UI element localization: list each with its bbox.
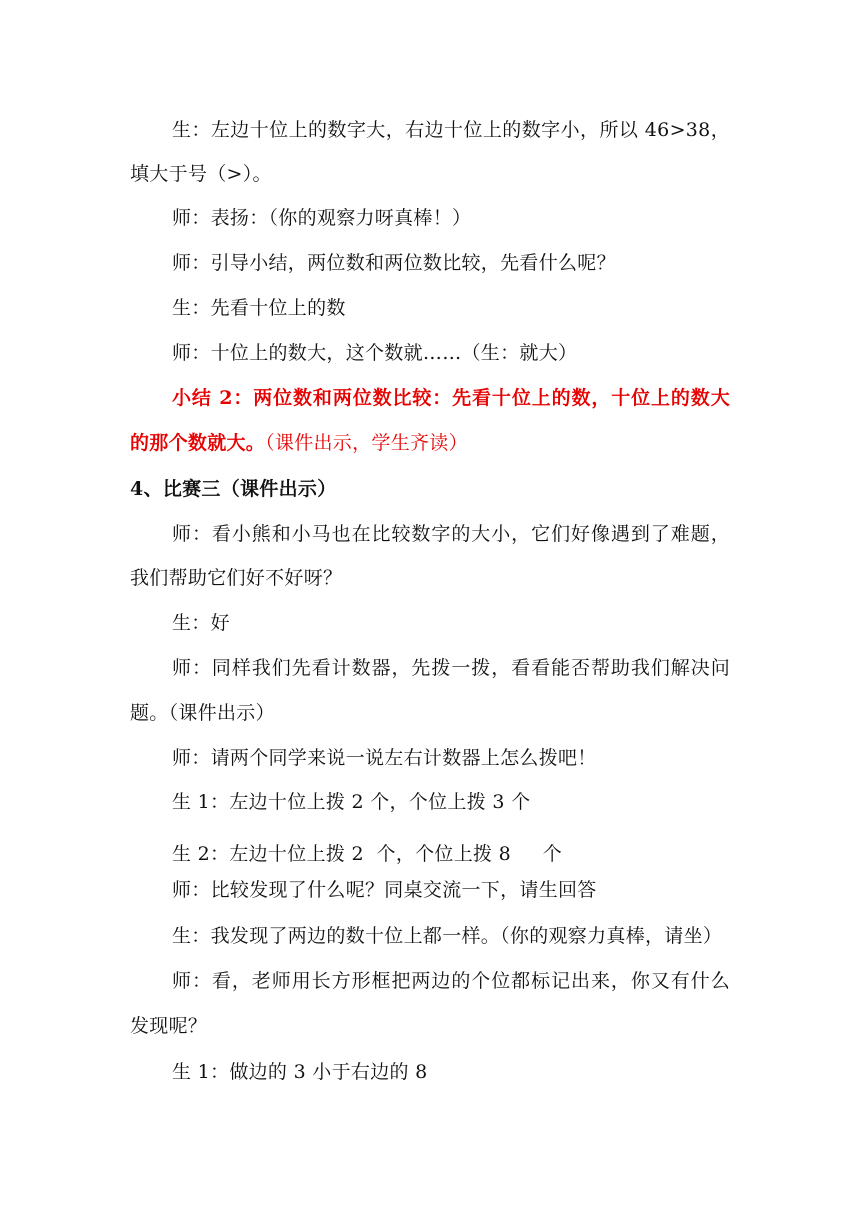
paragraph-line: 师：看小熊和小马也在比较数字的大小，它们好像遇到了难题， [172,523,730,545]
paragraph-line: 师：请两个同学来说一说左右计数器上怎么拨吧！ [172,747,597,769]
paragraph-line: 生 1：做边的 3 小于右边的 8 [172,1061,428,1083]
paragraph-line: 生 1：左边十位上拨 2 个，个位上拨 3 个 [172,791,531,813]
paragraph-line: 填大于号（>）。 [130,163,272,185]
section-heading: 4、比赛三（课件出示） [130,478,337,500]
paragraph-line: 师：引导小结，两位数和两位数比较，先看什么呢？ [172,252,616,274]
paragraph-line: 师：同样我们先看计数器，先拨一拨，看看能否帮助我们解决问 [172,657,730,679]
summary-line-end [130,431,468,455]
paragraph-line: 题。（课件出示） [130,702,275,724]
paragraph-line: 生：先看十位上的数 [172,297,346,319]
summary-conclusion: 的那个数就大。 [130,432,266,454]
paragraph-line: 我们帮助它们好不好呀？ [130,567,343,589]
paragraph-line: 师：比较发现了什么呢？同桌交流一下，请生回答 [172,879,597,901]
summary-note: （课件出示，学生齐读） [265,432,468,454]
paragraph-line: 生：左边十位上的数字大，右边十位上的数字小，所以 46>38， [172,119,730,141]
paragraph-line: 发现呢？ [130,1015,208,1037]
paragraph-line: 生：好 [172,612,230,634]
paragraph-line: 师：表扬：（你的观察力呀真棒！） [172,207,472,229]
paragraph-line: 师：看，老师用长方形框把两边的个位都标记出来，你又有什么 [172,970,730,992]
paragraph-line: 师：十位上的数大，这个数就……（生：就大） [172,342,578,364]
summary-line: 小结 2：两位数和两位数比较：先看十位上的数，十位上的数大 [172,387,730,409]
paragraph-line: 生 2：左边十位上拨 2 个，个位上拨 8 个 [172,843,563,865]
paragraph-line: 生：我发现了两边的数十位上都一样。（你的观察力真棒，请坐） [172,925,723,947]
